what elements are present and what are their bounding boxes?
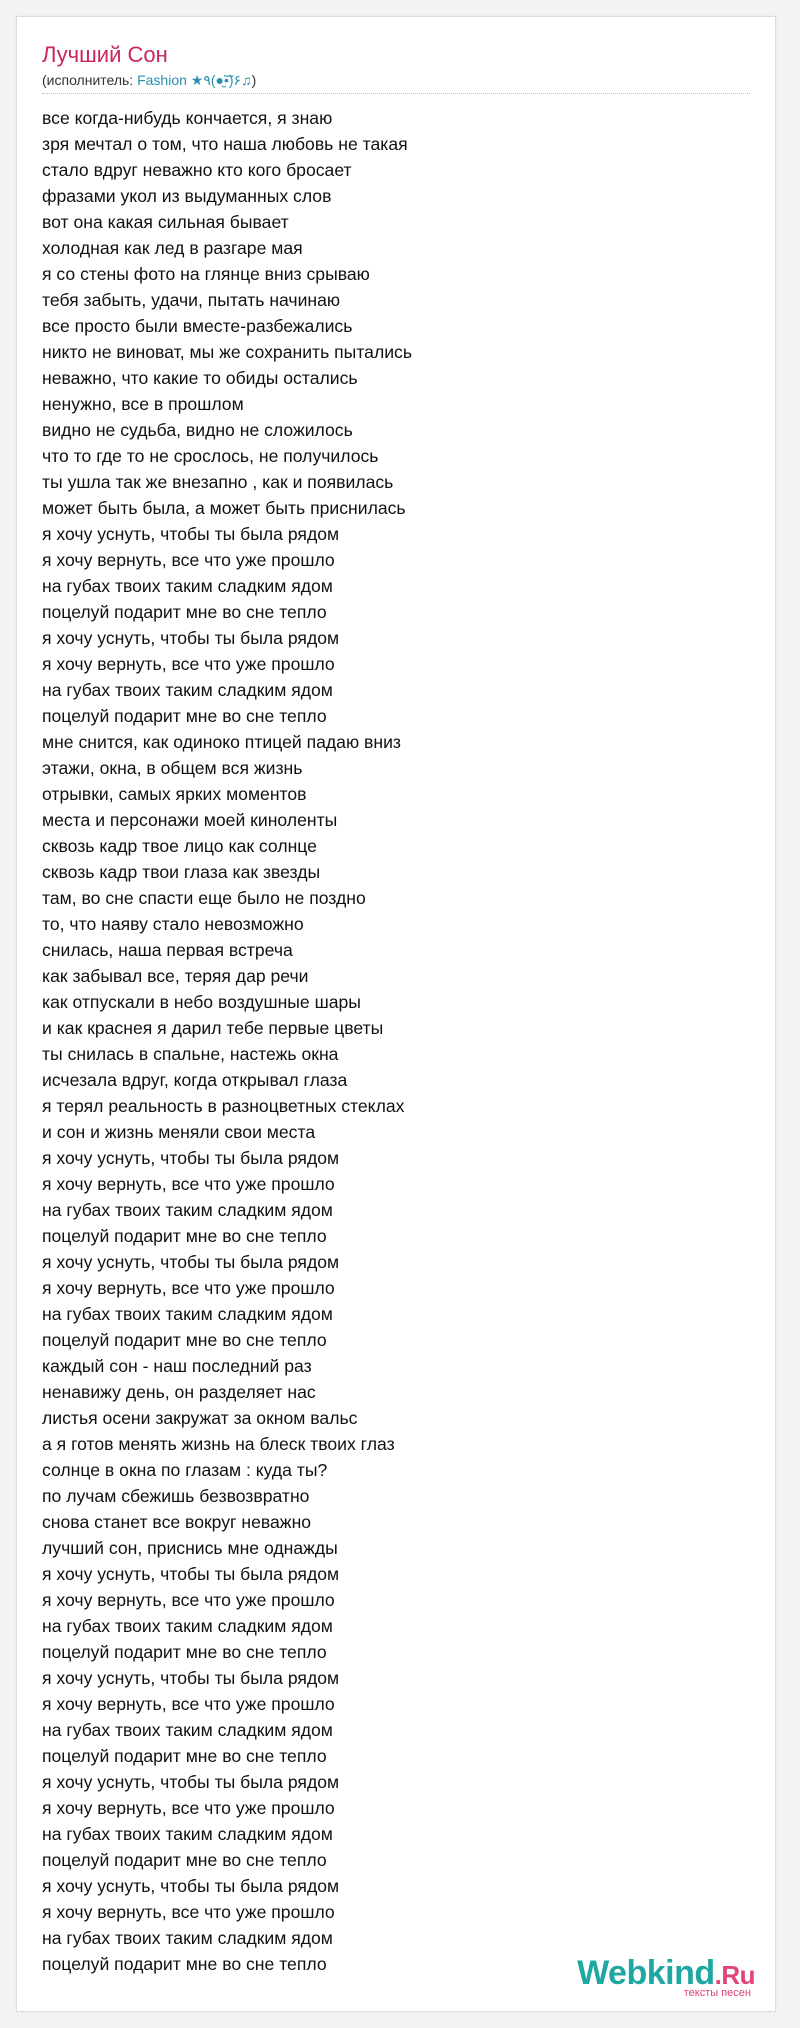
- lyric-line: как забывал все, теряя дар речи: [42, 966, 309, 986]
- lyric-line: я хочу вернуть, все что уже прошло: [42, 1590, 335, 1610]
- lyrics-card: [16, 16, 776, 2012]
- lyric-line: отрывки, самых ярких моментов: [42, 784, 307, 804]
- lyric-line: я хочу вернуть, все что уже прошло: [42, 1278, 335, 1298]
- lyric-line: сквозь кадр твои глаза как звезды: [42, 862, 321, 882]
- lyric-line: я хочу уснуть, чтобы ты была рядом: [42, 1876, 340, 1896]
- lyric-line: фразами укол из выдуманных слов: [42, 186, 332, 206]
- lyric-line: я хочу вернуть, все что уже прошло: [42, 1174, 335, 1194]
- lyric-line: я хочу вернуть, все что уже прошло: [42, 1902, 335, 1922]
- logo-web: Webkind: [577, 1954, 715, 1992]
- lyric-line: поцелуй подарит мне во сне тепло: [42, 1226, 327, 1246]
- lyric-line: на губах твоих таким сладким ядом: [42, 576, 333, 596]
- lyric-line: холодная как лед в разгаре мая: [42, 238, 303, 258]
- lyric-line: сквозь кадр твое лицо как солнце: [42, 836, 317, 856]
- lyric-line: зря мечтал о том, что наша любовь не такая: [42, 134, 408, 154]
- artist-line: [42, 72, 256, 89]
- lyric-line: видно не судьба, видно не сложилось: [42, 420, 353, 440]
- lyric-line: поцелуй подарит мне во сне тепло: [42, 1642, 327, 1662]
- artist-link[interactable]: Fashion ★٩(●̮̮̃•̃)۶♫: [137, 72, 252, 88]
- song-title: Лучший Сон: [42, 42, 168, 67]
- lyric-line: то, что наяву стало невозможно: [42, 914, 304, 934]
- artist-suffix: ): [251, 72, 257, 88]
- lyric-line: я хочу вернуть, все что уже прошло: [42, 654, 335, 674]
- site-logo[interactable]: [577, 1956, 755, 1999]
- lyric-line: поцелуй подарит мне во сне тепло: [42, 706, 327, 726]
- lyric-line: я хочу вернуть, все что уже прошло: [42, 1798, 335, 1818]
- lyric-line: исчезала вдруг, когда открывал глаза: [42, 1070, 348, 1090]
- lyric-line: мне снится, как одиноко птицей падаю вниз: [42, 732, 401, 752]
- lyric-line: я хочу уснуть, чтобы ты была рядом: [42, 524, 340, 544]
- lyric-line: ненавижу день, он разделяет нас: [42, 1382, 316, 1402]
- lyric-line: на губах твоих таким сладким ядом: [42, 680, 333, 700]
- lyric-line: как отпускали в небо воздушные шары: [42, 992, 361, 1012]
- lyric-line: поцелуй подарит мне во сне тепло: [42, 1954, 327, 1974]
- lyric-line: лучший сон, приснись мне однажды: [42, 1538, 338, 1558]
- lyric-line: по лучам сбежишь безвозвратно: [42, 1486, 310, 1506]
- lyric-line: я терял реальность в разноцветных стеклах: [42, 1096, 405, 1116]
- lyric-line: ты ушла так же внезапно , как и появилась: [42, 472, 394, 492]
- artist-prefix: (исполнитель:: [42, 72, 134, 88]
- lyric-line: снова станет все вокруг неважно: [42, 1512, 312, 1532]
- lyric-line: я со стены фото на глянце вниз срываю: [42, 264, 370, 284]
- lyrics-text: [42, 105, 742, 1977]
- lyric-line: тебя забыть, удачи, пытать начинаю: [42, 290, 341, 310]
- lyric-line: на губах твоих таким сладким ядом: [42, 1824, 333, 1844]
- logo-wordmark: [577, 1956, 755, 1990]
- lyric-line: все просто были вместе-разбежались: [42, 316, 353, 336]
- lyric-line: я хочу уснуть, чтобы ты была рядом: [42, 1668, 340, 1688]
- lyric-line: места и персонажи моей киноленты: [42, 810, 338, 830]
- lyric-line: вот она какая сильная бывает: [42, 212, 289, 232]
- lyric-line: листья осени закружат за окном вальс: [42, 1408, 358, 1428]
- lyric-line: снилась, наша первая встреча: [42, 940, 293, 960]
- lyric-line: поцелуй подарит мне во сне тепло: [42, 1850, 327, 1870]
- lyric-line: что то где то не срослось, не получилось: [42, 446, 379, 466]
- lyric-line: ты снилась в спальне, настежь окна: [42, 1044, 339, 1064]
- lyric-line: на губах твоих таким сладким ядом: [42, 1304, 333, 1324]
- lyric-line: ненужно, все в прошлом: [42, 394, 244, 414]
- lyric-line: на губах твоих таким сладким ядом: [42, 1720, 333, 1740]
- lyric-line: я хочу уснуть, чтобы ты была рядом: [42, 1772, 340, 1792]
- lyric-line: каждый сон - наш последний раз: [42, 1356, 312, 1376]
- title-divider: [42, 93, 750, 94]
- lyric-line: поцелуй подарит мне во сне тепло: [42, 602, 327, 622]
- lyric-line: этажи, окна, в общем вся жизнь: [42, 758, 303, 778]
- lyric-line: я хочу вернуть, все что уже прошло: [42, 1694, 335, 1714]
- lyric-line: и сон и жизнь меняли свои места: [42, 1122, 316, 1142]
- lyric-line: а я готов менять жизнь на блеск твоих глаз: [42, 1434, 395, 1454]
- lyric-line: на губах твоих таким сладким ядом: [42, 1928, 333, 1948]
- logo-ru: .Ru: [714, 1960, 755, 1990]
- lyric-line: на губах твоих таким сладким ядом: [42, 1200, 333, 1220]
- lyric-line: я хочу уснуть, чтобы ты была рядом: [42, 1148, 340, 1168]
- logo-subtitle: тексты песен: [683, 1987, 751, 1999]
- lyric-line: неважно, что какие то обиды остались: [42, 368, 358, 388]
- lyric-line: я хочу уснуть, чтобы ты была рядом: [42, 628, 340, 648]
- lyric-line: там, во сне спасти еще было не поздно: [42, 888, 366, 908]
- lyric-line: на губах твоих таким сладким ядом: [42, 1616, 333, 1636]
- lyric-line: солнце в окна по глазам : куда ты?: [42, 1460, 328, 1480]
- lyric-line: все когда-нибудь кончается, я знаю: [42, 108, 333, 128]
- lyric-line: стало вдруг неважно кто кого бросает: [42, 160, 352, 180]
- lyric-line: я хочу уснуть, чтобы ты была рядом: [42, 1252, 340, 1272]
- lyric-line: и как краснея я дарил тебе первые цветы: [42, 1018, 384, 1038]
- lyric-line: я хочу вернуть, все что уже прошло: [42, 550, 335, 570]
- lyric-line: может быть была, а может быть приснилась: [42, 498, 406, 518]
- lyric-line: поцелуй подарит мне во сне тепло: [42, 1746, 327, 1766]
- lyric-line: поцелуй подарит мне во сне тепло: [42, 1330, 327, 1350]
- lyric-line: никто не виноват, мы же сохранить пытались: [42, 342, 413, 362]
- lyric-line: я хочу уснуть, чтобы ты была рядом: [42, 1564, 340, 1584]
